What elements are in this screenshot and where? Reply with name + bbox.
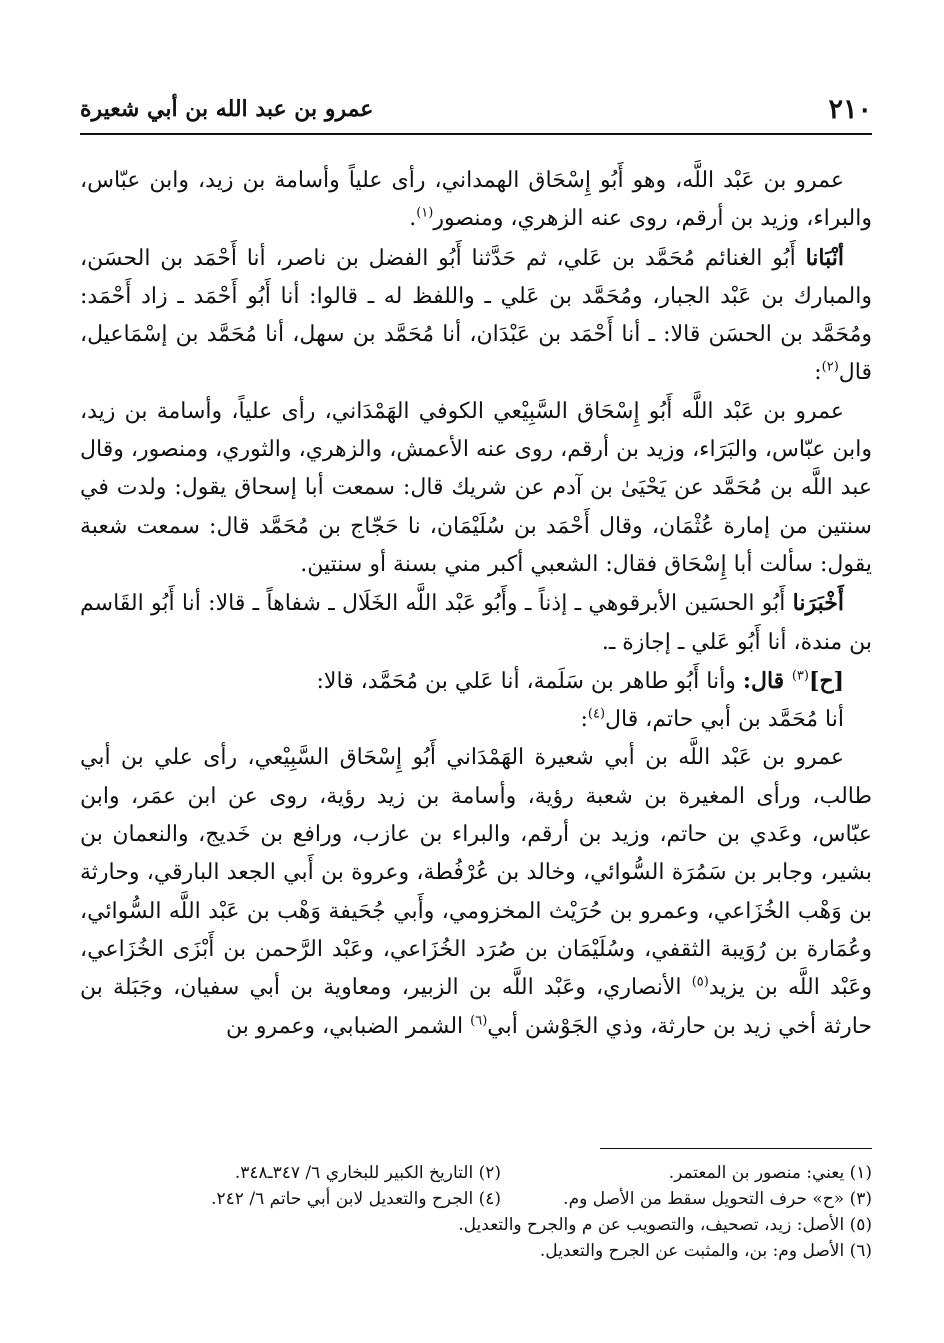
- paragraph-1: [80, 162, 872, 239]
- paragraph-text: عمرو بن عَبْد اللَّه، وهو أَبُو إِسْحَاق الهمداني، رأى علياً وأسامة بن زيد، وابن عبّاس، والبراء، وزيد بن أرقم، روى عنه الزهري، ومنصور: [80, 168, 872, 232]
- page-number: ٢١٠: [828, 94, 872, 125]
- paragraph-5: [80, 662, 872, 701]
- paragraph-7: [80, 739, 872, 1045]
- footnote-4: (٤) الجرح والتعديل لابن أبي حاتم ٦/ ٢٤٢.: [211, 1189, 501, 1209]
- footnote-ref: (٤): [587, 706, 606, 722]
- footnotes: [130, 1160, 872, 1264]
- paragraph-text: وأنا أَبُو طاهر بن سَلَمة، أنا عَلي بن مُحَمَّد، قالا:: [316, 668, 743, 694]
- paragraph-text: أَبُو الغنائم مُحَمَّد بن عَلي، ثم حَدَّثنا أَبُو الفضل بن ناصر، أنا أَحْمَد بن الحسَن، والمبارك بن عَبْد الجبار، ومُحَمَّد بن عَلي ـ واللفظ له ـ قالوا: أنا أَبُو أَحْمَد ـ زاد أَحْمَد: ومُحَمَّد بن الحسَن قالا: ـ أنا أَحْمَد بن عَبْدَان، أنا مُحَمَّد بن سهل، أنا مُحَمَّد بن إسْمَاعيل، قال: [80, 245, 872, 386]
- footnote-3: (٣) «ح» حرف التحويل سقط من الأصل وم.: [563, 1189, 872, 1209]
- tahwil-mark: [ح]: [808, 667, 844, 694]
- paragraph-text: أَبُو الحسَين الأبرقوهي ـ إذناً ـ وأَبُو عَبْد اللَّه الخَلَال ـ شفاهاً ـ قالا: أنا أَبُو القَاسم بن مندة، أنا أَبُو عَلي ـ إجازة ـ.: [80, 591, 872, 655]
- paragraph-tail: الشمر الضبابي، وعمرو بن: [225, 1013, 471, 1039]
- footnote-ref: (١): [416, 205, 434, 221]
- footnote-row: [130, 1238, 872, 1264]
- paragraph-text: عمرو بن عَبْد اللَّه بن أبي شعيرة الهَمْدَاني أَبُو إِسْحَاق السَّبِيْعي، رأى علي بن أبي طالب، ورأى المغيرة بن شعبة رؤية، وأسامة بن زيد رؤية، روى عن ابن عمَر، وابن عبّاس، وعَدي بن حاتم، وزيد بن أرقم، والبراء بن عازب، ورافع بن خَديج، والنعمان بن بشير، وجابر بن سَمُرَة السُّوائي، وخالد بن عُرْفُطة، وعروة بن أَبي الجعد البارقي، وحارثة بن وَهْب الخُزَاعي، وعمرو بن حُرَيْث المخزومي، وأَبي جُحَيفة وَهْب بن عَبْد اللَّه السُّوائي، وعُمَارة بن رُوَيبة الثقفي، وسُلَيْمَان بن صُرَد الخُزَاعي، وعَبْد الرَّحمن بن أَبْزَى الخُزَاعي، وعَبْد اللَّه بن يزيد: [80, 745, 872, 1001]
- paragraph-text: أنا مُحَمَّد بن أبي حاتم، قال: [605, 707, 844, 733]
- paragraph-2: [80, 239, 872, 393]
- footnote-1: (١) يعني: منصور بن المعتمر.: [668, 1163, 872, 1183]
- paragraph-tail: :: [814, 360, 822, 386]
- footnote-row: [130, 1212, 872, 1238]
- footnote-2: (٢) التاريخ الكبير للبخاري ٦/ ٣٤٧ـ٣٤٨.: [234, 1163, 501, 1183]
- transmission-lead: قال:: [742, 667, 792, 694]
- transmission-lead: أنْبَانا: [805, 244, 844, 271]
- footnote-rule: [600, 1148, 872, 1149]
- paragraph-text-continued: الأنصاري، وعَبْد اللَّه بن الزبير، ومعاوية بن أبي سفيان، وجَبَلة بن حارثة أخي زيد بن حارثة، وذي الجَوْشن أبي: [80, 975, 872, 1039]
- footnote-ref: (٢): [821, 360, 839, 376]
- paragraph-4: [80, 584, 872, 662]
- header-title: عمرو بن عبد الله بن أبي شعيرة: [80, 96, 374, 122]
- footnote-5: (٥) الأصل: زيد، تصحيف، والتصويب عن م والجرح والتعديل.: [458, 1215, 872, 1235]
- paragraph-tail: .: [409, 206, 417, 232]
- running-head: [80, 88, 872, 132]
- footnote-row: [130, 1186, 872, 1212]
- header-rule: [80, 133, 872, 135]
- paragraph-3: [80, 393, 872, 584]
- paragraph-tail: :: [580, 707, 588, 733]
- transmission-lead: أَخْبَرَنا: [792, 590, 844, 617]
- footnote-ref: (٦): [470, 1013, 488, 1029]
- footnote-ref: (٥): [691, 974, 709, 990]
- footnote-6: (٦) الأصل وم: بن، والمثبت عن الجرح والتعديل.: [539, 1241, 872, 1261]
- footnote-ref: (٣): [791, 668, 809, 684]
- body-text: [80, 162, 872, 1046]
- paragraph-6: [80, 701, 872, 739]
- paragraph-text: عمرو بن عَبْد اللَّه أَبُو إِسْحَاق السَّبِيْعي الكوفي الهَمْدَاني، رأى علياً، وأسامة بن زيد، وابن عبّاس، والبَرَاء، وزيد بن أرقم، روى عنه الأعمش، والزهري، والثوري، ومنصور، وقال عبد اللَّه بن مُحَمَّد عن يَحْيَىٰ بن آدم عن شريك قال: سمعت أبا إسحاق يقول: ولدت في سنتين من إمارة عُثْمَان، وقال أَحْمَد بن سُلَيْمَان، نا حَجّاج بن مُحَمَّد قال: سمعت شعبة يقول: سألت أبا إِسْحَاق فقال: الشعبي أكبر مني بسنة أو سنتين.: [80, 398, 872, 577]
- footnote-row: [130, 1160, 872, 1186]
